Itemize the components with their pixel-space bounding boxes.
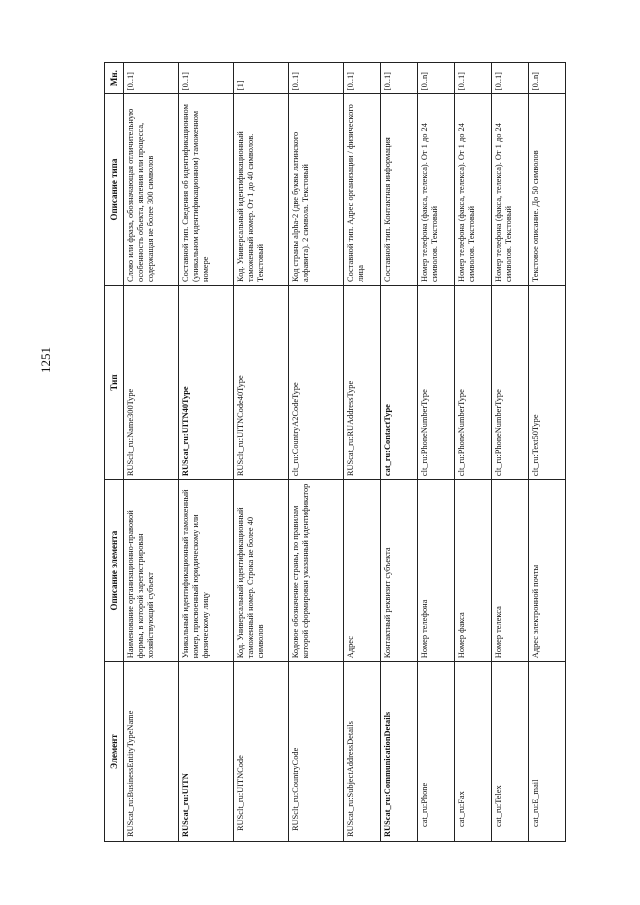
cell-multiplicity: [0..n] [418,63,455,94]
cell-type-description: Составной тип. Адрес организации / физического лица [344,94,381,286]
table-row [289,63,344,842]
table-row [344,63,381,842]
header-element: Элемент [105,662,124,842]
cell-type-description: Номер телефона (факса, телекса). От 1 до 24 символов. Текстовый [455,94,492,286]
table-header-row [105,63,124,842]
cell-multiplicity: [0..1] [381,63,418,94]
cell-multiplicity: [0..n] [529,63,566,94]
cell-type: clt_ru:Text50Type [529,285,566,479]
cell-type-description: Номер телефона (факса, телекса). От 1 до 24 символов. Текстовый [492,94,529,286]
cell-type-description: Слово или фраза, обозначающая отличительную особенность объекта, явления или процесса, содержащая не более 300 символов [124,94,179,286]
cell-element-description: Контактный реквизит субъекта [381,480,418,662]
cell-element-description: Адрес [344,480,381,662]
cell-multiplicity: [0..1] [179,63,234,94]
table-row [529,63,566,842]
cell-type-description: Код страны alpha-2 (две буквы латинского алфавита). 2 символа. Текстовый [289,94,344,286]
cell-type: RUSclt_ru:UITNCode40Type [234,285,289,479]
cell-multiplicity: [0..1] [455,63,492,94]
cell-type: clt_ru:PhoneNumberType [492,285,529,479]
cell-type: clt_ru:PhoneNumberType [455,285,492,479]
cell-element-description: Уникальный идентификационный таможенный номер, присвоенный юридическому или физическому лицу [179,480,234,662]
cell-element: RUSclt_ru:UITNCode [234,662,289,842]
table-row [124,63,179,842]
cell-multiplicity: [0..1] [344,63,381,94]
cell-element: cat_ru:Phone [418,662,455,842]
cell-type-description: Составной тип. Контактная информация [381,94,418,286]
cell-element: cat_ru:Fax [455,662,492,842]
header-type: Тип [105,285,124,479]
cell-type-description: Составной тип. Сведения об идентификационном (уникальном идентификационном) таможенном номере [179,94,234,286]
cell-element-description: Номер телекса [492,480,529,662]
cell-type-description: Код. Универсальный идентификационный таможенный номер. От 1 до 40 символов. Текстовый [234,94,289,286]
cell-multiplicity: [0..1] [492,63,529,94]
cell-element: RUScat_ru:UITN [179,662,234,842]
cell-element-description: Адрес электронной почты [529,480,566,662]
cell-element-description: Номер телефона [418,480,455,662]
table-row [492,63,529,842]
cell-type-description: Номер телефона (факса, телекса). От 1 до 24 символов. Текстовый [418,94,455,286]
table-row [234,63,289,842]
header-multiplicity: Мн. [105,63,124,94]
table-row [418,63,455,842]
cell-element: cat_ru:Telex [492,662,529,842]
cell-element: RUScat_ru:CommunicationDetails [381,662,418,842]
cell-element: cat_ru:E_mail [529,662,566,842]
page-number: 1251 [38,347,53,373]
cell-multiplicity: [1] [234,63,289,94]
cell-element-description: Номер факса [455,480,492,662]
cell-element-description: Кодовое обозначение страны, по правилам которой сформирован указанный идентификатор [289,480,344,662]
cell-type-description: Текстовое описание. До 50 символов [529,94,566,286]
table-row [455,63,492,842]
cell-type: cat_ru:ContactType [381,285,418,479]
cell-multiplicity: [0..1] [289,63,344,94]
cell-type: clt_ru:CountryA2CodeType [289,285,344,479]
cell-element: RUScat_ru:BusinessEntityTypeName [124,662,179,842]
cell-type: clt_ru:PhoneNumberType [418,285,455,479]
data-element-table [104,62,566,842]
header-element-description: Описание элемента [105,480,124,662]
table-row [381,63,418,842]
cell-element: RUScat_ru:SubjectAddressDetails [344,662,381,842]
cell-element-description: Код. Универсальный идентификационный таможенный номер. Строка не более 40 символов [234,480,289,662]
cell-type: RUScat_ru:UITN40Type [179,285,234,479]
cell-type: RUScat_ru:RUAddressType [344,285,381,479]
table-row [179,63,234,842]
cell-type: RUSclt_ru:Name300Type [124,285,179,479]
cell-element: RUSclt_ru:CountryCode [289,662,344,842]
rotated-table-container [104,62,540,842]
cell-multiplicity: [0..1] [124,63,179,94]
cell-element-description: Наименование организационно-правовой формы, в которой зарегистрирован хозяйствующий субъект [124,480,179,662]
header-type-description: Описание типа [105,94,124,286]
